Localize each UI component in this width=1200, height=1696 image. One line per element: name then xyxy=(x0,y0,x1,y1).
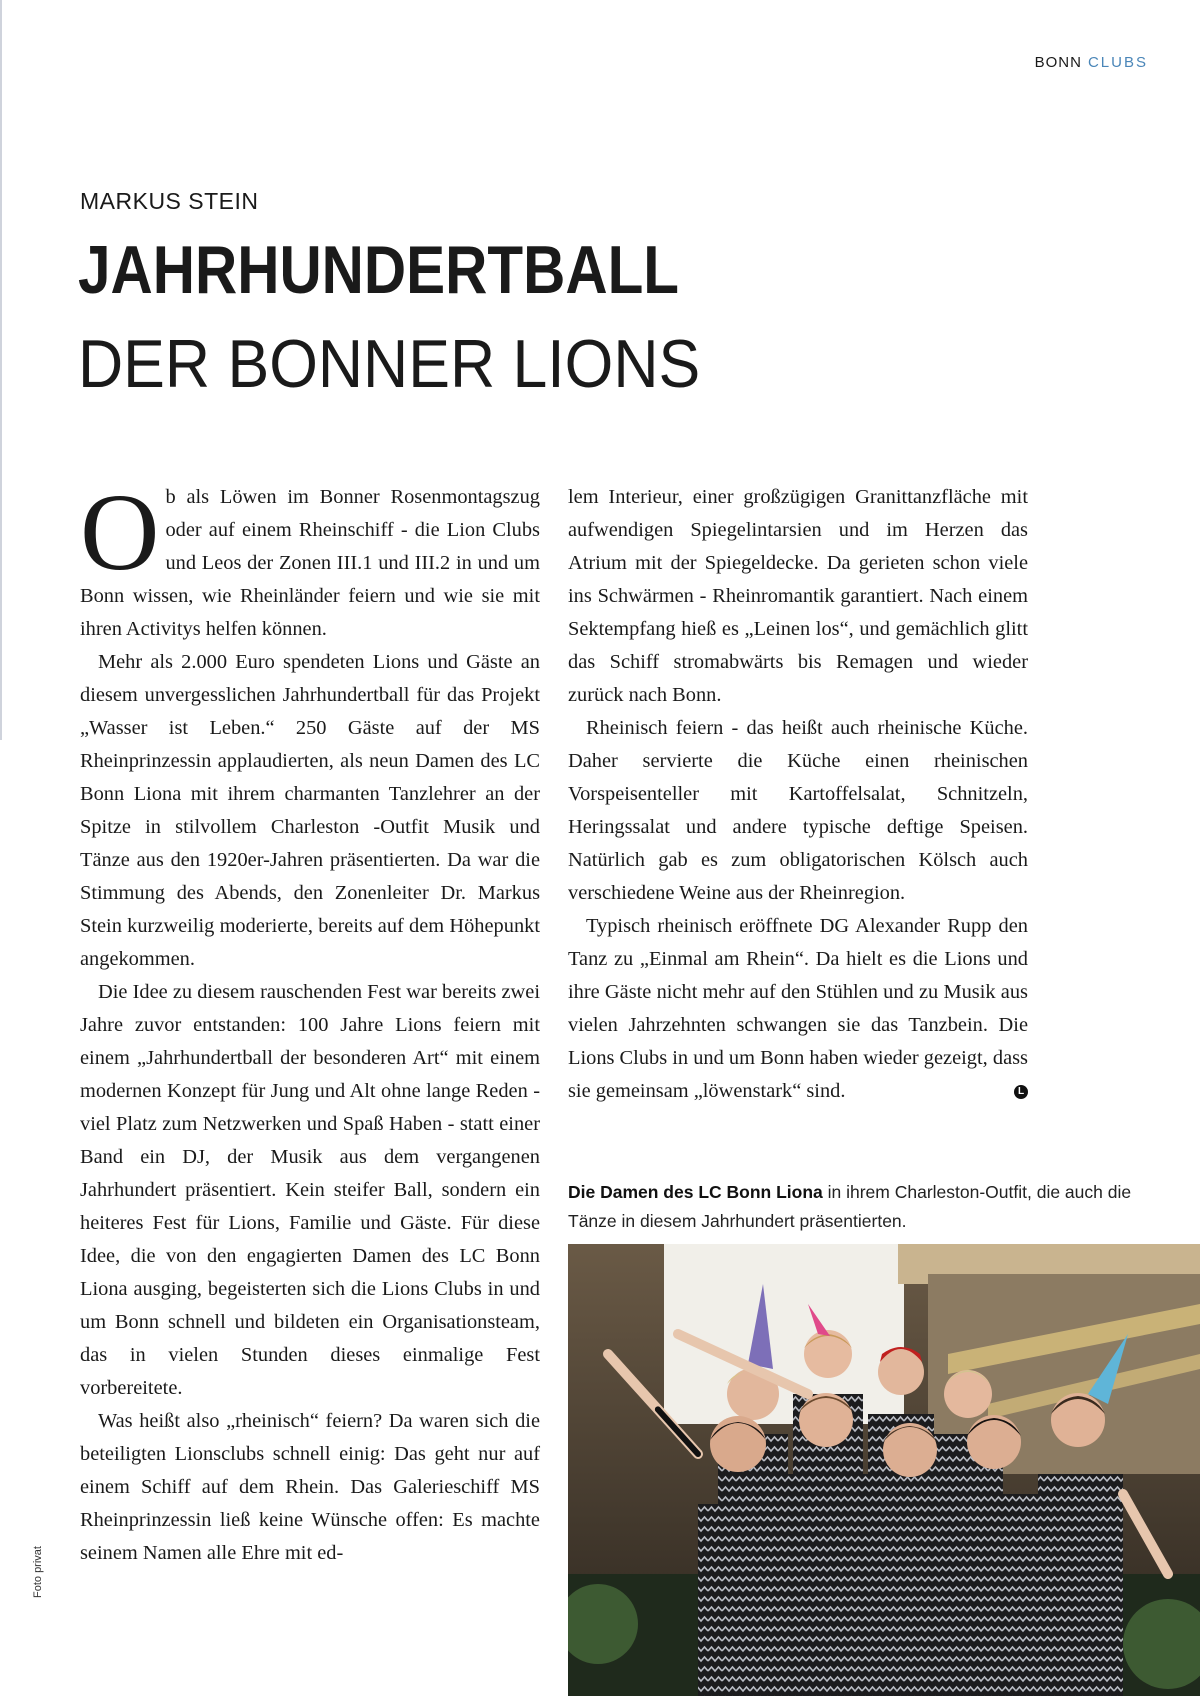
article-title-line1: JAHRHUNDERTBALL xyxy=(78,232,680,308)
paragraph-6 xyxy=(568,910,1028,1108)
drop-cap: O xyxy=(80,471,160,593)
paragraph-1-text: b als Löwen im Bonner Rosenmontagszug oder auf einem Rheinschiff - die Lion Clubs und Leos der Zonen III.1 und III.2 in und um Bonn wissen, wie Rheinländer feiern und wie sie mit ihren Activitys helfen können. xyxy=(80,486,540,640)
paragraph-1 xyxy=(80,471,540,646)
article-title-line2: DER BONNER LIONS xyxy=(78,326,701,402)
page-edge-line xyxy=(0,0,2,740)
caption-text: in ihrem Charleston-Outfit, die auch die Tänze in diesem Jahrhundert präsentierten. xyxy=(568,1182,1132,1231)
caption-bold: Die Damen des LC Bonn Liona xyxy=(568,1182,823,1202)
paragraph-6-text: Typisch rheinisch eröffnete DG Alexander Rupp den Tanz zu „Einmal am Rhein“. Da hielt es die Lions und ihre Gäste nicht mehr auf den Stühlen und zu Musik aus vielen Jahrzehnten schwangen sie das Tanzbein. Die Lions Clubs in und um Bonn haben wieder gezeigt, dass sie gemeinsam „löwenstark“ sind. xyxy=(568,915,1028,1102)
article-column-left xyxy=(80,471,540,1570)
header-category: CLUBS xyxy=(1087,54,1148,71)
photo-caption xyxy=(568,1178,1148,1236)
paragraph-3: Die Idee zu diesem rauschenden Fest war bereits zwei Jahre zuvor entstanden: 100 Jahre Lions feiern mit einem „Jahrhundertball der besonderen Art“ mit einem modernen Konzept für Jung und Alt ohne lange Reden - viel Platz zum Netzwerken und Spaß Haben - statt einer Band ein DJ, der Musik aus dem vergangenen Jahrhundert präsentiert. Kein steifer Ball, sondern ein heiteres Fest für Lions, Familie und Gäste. Für diese Idee, die von den engagierten Damen des LC Bonn Liona ausging, begeisterten sich die Lions Clubs in und um Bonn schnell und bildeten ein Organisationsteam, das in vielen Stunden dieses einmalige Fest vorbereitete. xyxy=(80,981,540,1399)
article-column-right xyxy=(568,481,1028,1108)
paragraph-2: Mehr als 2.000 Euro spendeten Lions und Gäste an diesem unvergesslichen Jahrhundertball für das Projekt „Wasser ist Leben.“ 250 Gäste auf der MS Rheinprinzessin applaudierten, als neun Damen des LC Bonn Liona mit ihrem charmanten Tanzlehrer an der Spitze in stilvollem Charleston -Outfit Musik und Tänze aus den 1920er-Jahren präsentierten. Da war die Stimmung des Abends, den Zonenleiter Dr. Markus Stein kurzweilig moderierte, bereits auf dem Höhepunkt angekommen. xyxy=(80,651,540,970)
article-author: MARKUS STEIN xyxy=(80,188,259,214)
header-section: BONN xyxy=(1034,54,1082,71)
paragraph-4: Was heißt also „rheinisch“ feiern? Da waren sich die beteiligten Lionsclubs schnell einig: Das geht nur auf einem Schiff auf dem Rhein. Das Galerieschiff MS Rheinprinzessin ließ keine Wünsche offen: Es machte seinem Namen alle Ehre mit ed- xyxy=(80,1410,540,1564)
paragraph-5: Rheinisch feiern - das heißt auch rheinische Küche. Daher servierte die Küche einen rheinischen Vorspeisenteller mit Kartoffelsalat, Schnitzeln, Heringssalat und andere typische deftige Speisen. Natürlich gab es zum obligatorischen Kölsch auch verschiedene Weine aus der Rheinregion. xyxy=(568,717,1028,904)
lions-end-mark-icon: L xyxy=(1014,1085,1028,1099)
group-photo xyxy=(568,1244,1200,1696)
photo-credit: Foto privat xyxy=(32,1546,44,1598)
running-header xyxy=(1035,54,1148,71)
paragraph-4-continued: lem Interieur, einer großzügigen Granittanzfläche mit aufwendigen Spiegelintarsien und im Herzen das Atrium mit der Spiegeldecke. Da gerieten schon viele ins Schwärmen - Rheinromantik garantiert. Nach einem Sektempfang hieß es „Leinen los“, und gemächlich glitt das Schiff stromabwärts bis Remagen und wieder zurück nach Bonn. xyxy=(568,486,1028,706)
group-photo-image xyxy=(568,1244,1200,1696)
